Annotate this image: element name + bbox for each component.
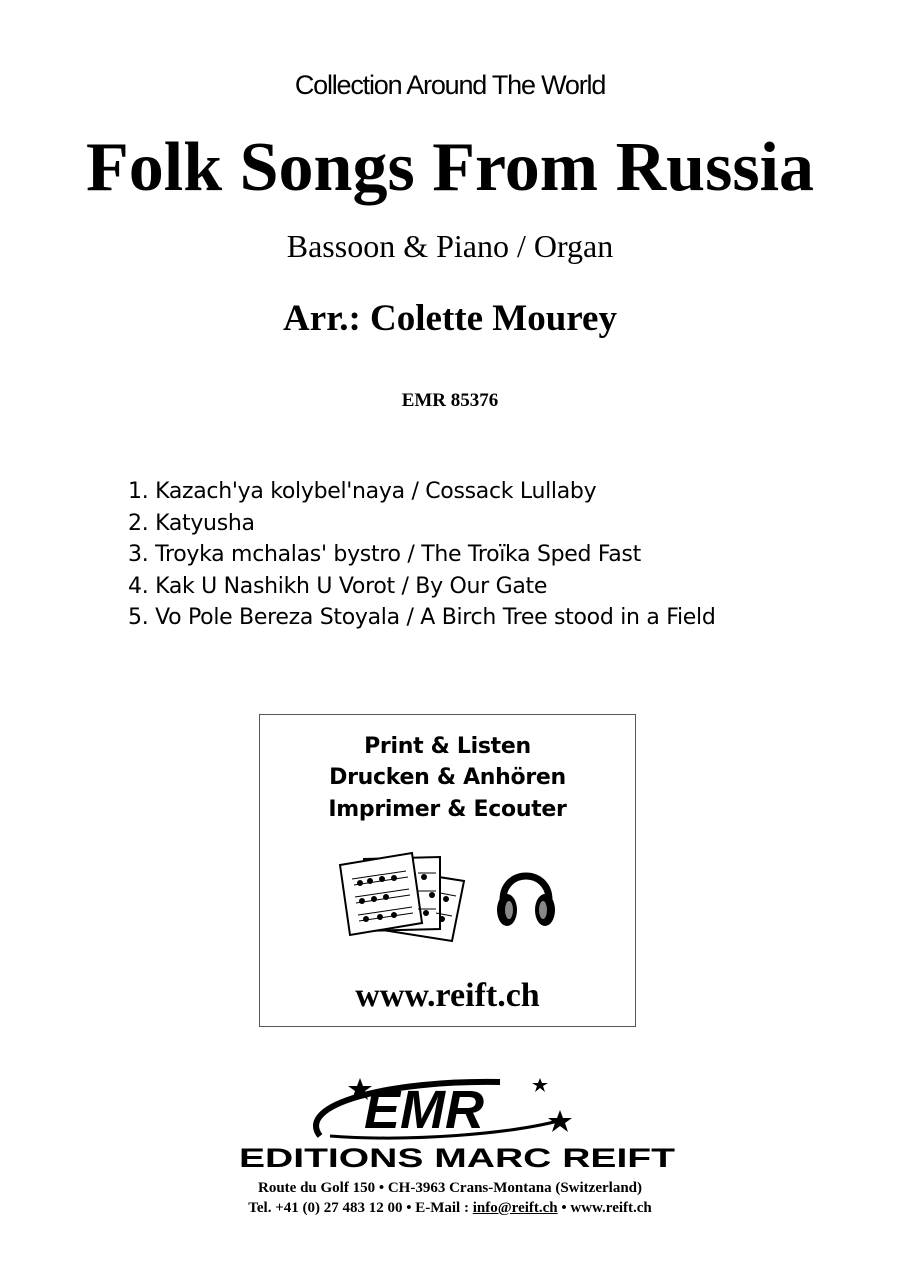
- list-item: 3. Troyka mchalas' bystro / The Troïka Sped Fast: [128, 542, 641, 567]
- promo-line-german: Drucken & Anhören: [329, 765, 566, 790]
- contact-website[interactable]: • www.reift.ch: [557, 1200, 652, 1216]
- page-title: Folk Songs From Russia: [85, 129, 815, 206]
- list-item: 1. Kazach'ya kolybel'naya / Cossack Lullaby: [128, 479, 597, 504]
- promo-url: www.reift.ch: [355, 977, 540, 1014]
- print-listen-box: [259, 714, 636, 1027]
- emr-logo: [300, 1074, 580, 1144]
- logo-text: EMR: [364, 1080, 484, 1140]
- promo-line-french: Imprimer & Ecouter: [328, 797, 567, 822]
- contact-phone: Tel. +41 (0) 27 483 12 00 • E-Mail :: [248, 1200, 473, 1216]
- song-list: [128, 476, 716, 634]
- series-title: Collection Around The World: [294, 70, 606, 100]
- publisher-name-logo: [237, 1142, 677, 1172]
- promo-line-english: Print & Listen: [364, 734, 531, 759]
- instrumentation: Bassoon & Piano / Organ: [286, 228, 614, 264]
- list-item: 5. Vo Pole Bereza Stoyala / A Birch Tree stood in a Field: [128, 605, 716, 630]
- publisher-address: Route du Golf 150 • CH-3963 Crans-Montana (Switzerland): [258, 1180, 642, 1196]
- arranger: Arr.: Colette Mourey: [283, 298, 617, 339]
- sheet-music-icon: [336, 851, 468, 943]
- list-item: 4. Kak U Nashikh U Vorot / By Our Gate: [128, 573, 548, 599]
- publisher-name: EDITIONS MARC REIFT: [239, 1143, 676, 1172]
- headphones-icon: [495, 860, 557, 932]
- list-item: 2. Katyusha: [128, 510, 255, 536]
- publisher-contact: [0, 1200, 900, 1217]
- catalog-number: EMR 85376: [401, 390, 499, 411]
- email-link[interactable]: info@reift.ch: [472, 1200, 558, 1216]
